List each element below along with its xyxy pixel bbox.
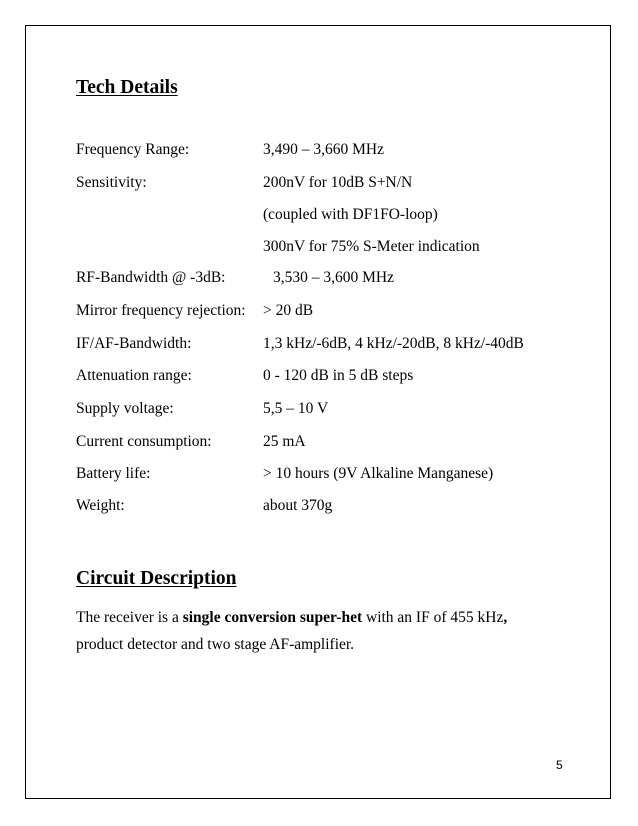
circuit-description-paragraph [76,604,556,658]
spec-value: 5,5 – 10 V [263,400,329,417]
circuit-description-heading: Circuit Description [76,568,237,589]
spec-label: Frequency Range: [76,141,190,158]
spec-label: Weight: [76,497,125,514]
paragraph-bold-term: single conversion super-het [182,609,363,626]
spec-value: > 10 hours (9V Alkaline Manganese) [263,465,494,482]
paragraph-bold-comma: , [503,609,508,626]
spec-label: Sensitivity: [76,174,147,191]
spec-label: Battery life: [76,465,151,482]
page-number: 5 [556,758,563,772]
paragraph-text: product detector and two stage AF-amplifier. [76,636,355,653]
spec-label: IF/AF-Bandwidth: [76,335,192,352]
paragraph-text: with an IF of 455 kHz [362,609,504,626]
spec-value: > 20 dB [263,302,314,319]
spec-value: 1,3 kHz/-6dB, 4 kHz/-20dB, 8 kHz/-40dB [263,335,524,352]
spec-label: Current consumption: [76,433,212,450]
spec-label: Attenuation range: [76,367,192,384]
tech-details-heading: Tech Details [76,77,178,98]
paragraph-text: The receiver is a [76,609,183,626]
spec-value: 3,490 – 3,660 MHz [263,141,384,158]
spec-label: RF-Bandwidth @ -3dB: [76,269,226,286]
spec-value: 200nV for 10dB S+N/N [263,174,413,191]
spec-value: 3,530 – 3,600 MHz [273,269,394,286]
spec-label: Mirror frequency rejection: [76,302,246,319]
spec-value: about 370g [263,497,333,514]
spec-value: (coupled with DF1FO-loop) [263,206,438,223]
spec-value: 300nV for 75% S-Meter indication [263,238,480,255]
spec-label: Supply voltage: [76,400,174,417]
spec-value: 0 - 120 dB in 5 dB steps [263,367,414,384]
spec-value: 25 mA [263,433,306,450]
